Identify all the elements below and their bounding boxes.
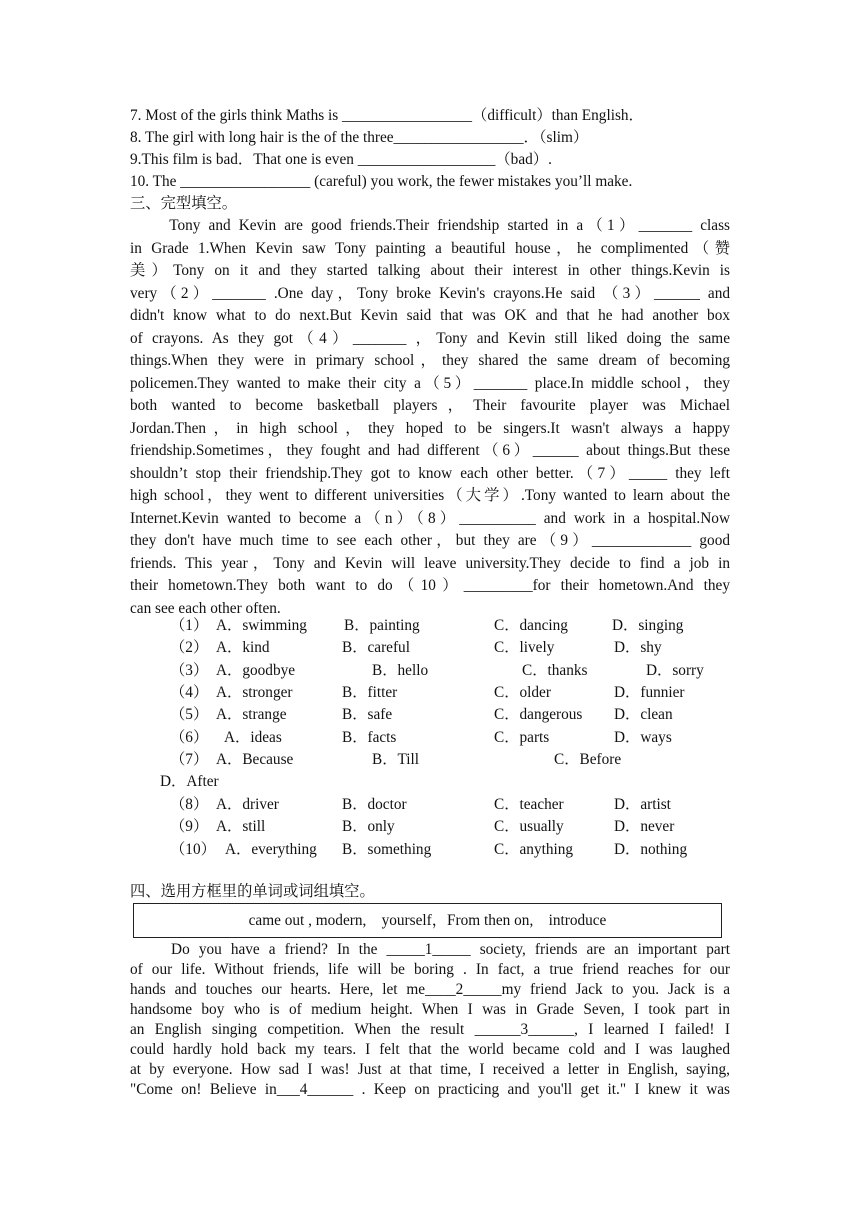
option-number: （8） <box>170 796 209 813</box>
passage-line: policemen.They wanted to make their city a（5）_______ place.In middle school，they <box>130 374 730 392</box>
question-10: 10. The _________________ (careful) you work, the fewer mistakes you’ll make. <box>130 173 633 190</box>
option-a: A．kind <box>216 639 270 656</box>
option-b: B．careful <box>342 639 410 656</box>
option-b: B．Till <box>372 751 420 768</box>
option-d: D．artist <box>614 796 671 813</box>
option-a: A．everything <box>225 841 317 858</box>
option-b: B．fitter <box>342 684 398 701</box>
option-number: （2） <box>170 639 209 656</box>
passage-line: 美）Tony on it and they started talking about their interest in other things.Kevin is <box>130 262 730 279</box>
option-b: B．something <box>342 841 432 858</box>
option-number: （10） <box>170 841 216 858</box>
option-a: A．strange <box>216 706 287 723</box>
option-c: C．dancing <box>494 617 568 634</box>
option-a: A．stronger <box>216 684 293 701</box>
option-number: （5） <box>170 706 209 723</box>
option-d: D．singing <box>612 617 684 634</box>
option-c: C．usually <box>494 818 564 835</box>
passage-line: handsome boy who is of medium height. When I was in Grade Seven, I took part in <box>130 1001 730 1018</box>
passage-line: Tony and Kevin are good friends.Their friendship started in a（1）_______ class <box>130 217 730 234</box>
passage-line: Jordan.Then，in high school，they hoped to be singers.It wasn't always a happy <box>130 419 730 437</box>
option-c: C．thanks <box>522 662 588 679</box>
option-d: D．funnier <box>614 684 685 701</box>
option-number: （7） <box>170 751 209 768</box>
option-c: C．parts <box>494 729 550 746</box>
option-number: （1） <box>170 617 209 634</box>
passage-line: both wanted to become basketball players，Their favourite player was Michael <box>130 397 730 414</box>
option-b: B．hello <box>372 662 429 679</box>
option-b: B．safe <box>342 706 393 723</box>
passage-line: their hometown.They both want to do（10）_________for their hometown.And they <box>130 577 730 594</box>
option-b: B．painting <box>344 617 420 634</box>
option-b: B．doctor <box>342 796 407 813</box>
word-bank-passage <box>130 940 730 1100</box>
passage-line: they don't have much time to see each other，but they are（9）_____________ good <box>130 532 730 549</box>
question-8: 8. The girl with long hair is the of the three_________________．（slim） <box>130 129 589 146</box>
option-b: B．only <box>342 818 395 835</box>
section-heading-cloze: 三、完型填空。 <box>130 195 238 212</box>
question-9: 9.This film is bad．That one is even __________________（bad）. <box>130 151 552 168</box>
passage-line: at by everyone. How sad I was! Just at that time, I received a letter in English, saying, <box>130 1061 730 1078</box>
option-d: D．shy <box>614 639 662 656</box>
passage-line: could hardly hold back my tears. I felt that the world became cold and I was laughed <box>130 1041 730 1058</box>
passage-line: friendship.Sometimes，they fought and had different（6）______ about things.But these <box>130 442 730 459</box>
option-d: D．sorry <box>646 662 704 679</box>
option-a: A．goodbye <box>216 662 296 679</box>
cloze-passage <box>130 215 730 620</box>
question-7: 7. Most of the girls think Maths is _________________（difficult）than English． <box>130 107 644 124</box>
passage-line: of our life. Without friends, life will be boring . In fact, a true friend reaches for our <box>130 961 730 978</box>
section-heading-word-bank: 四、选用方框里的单词或词组填空。 <box>130 883 375 900</box>
passage-line: shouldn’t stop their friendship.They got to know each other better.（7）_____ they left <box>130 464 730 482</box>
option-number: （6） <box>170 729 209 746</box>
passage-line: an English singing competition. When the result ______3______, I learned I failed! I <box>130 1021 730 1038</box>
option-c: C．anything <box>494 841 574 858</box>
passage-line: high school，they went to different universities（大学）.Tony wanted to learn about the <box>130 487 730 504</box>
option-c: C．Before <box>554 751 622 768</box>
option-b: B．facts <box>342 729 397 746</box>
passage-line: in Grade 1.When Kevin saw Tony painting a beautiful house，he complimented（赞 <box>130 239 730 257</box>
passage-line: hands and touches our hearts. Here, let me____2_____my friend Jack to you. Jack is a <box>130 981 730 998</box>
option-number: （3） <box>170 662 209 679</box>
option-c: C．lively <box>494 639 555 656</box>
option-a: A．Because <box>216 751 294 768</box>
option-d: D．ways <box>614 729 672 746</box>
option-d: D．clean <box>614 706 673 723</box>
passage-line: didn't know what to do next.But Kevin said that was OK and that he had another box <box>130 307 730 324</box>
passage-line: "Come on! Believe in___4______ . Keep on practicing and you'll get it." I knew it was <box>130 1081 730 1098</box>
option-d: D．After <box>160 773 219 790</box>
option-c: C．dangerous <box>494 706 583 723</box>
option-c: C．teacher <box>494 796 564 813</box>
option-a: A．still <box>216 818 266 835</box>
option-a: A．swimming <box>216 617 307 634</box>
option-d: D．never <box>614 818 675 835</box>
passage-line: of crayons. As they got（4）_______ ，Tony and Kevin still liked doing the same <box>130 329 730 347</box>
passage-line: can see each other often. <box>130 599 281 617</box>
option-d: D．nothing <box>614 841 688 858</box>
passage-line: very（2）_______ .One day，Tony broke Kevin's crayons.He said （3）______ and <box>130 284 730 302</box>
passage-line: Do you have a friend? In the _____1_____ society, friends are an important part <box>130 941 730 958</box>
option-number: （4） <box>170 684 209 701</box>
option-a: A．ideas <box>224 729 282 746</box>
passage-line: friends. This year，Tony and Kevin will leave university.They decide to find a job in <box>130 554 730 572</box>
option-a: A．driver <box>216 796 279 813</box>
word-bank-box: came out , modern, yourself，From then on, introduce <box>133 903 722 938</box>
passage-line: things.When they were in primary school，they shared the same dream of becoming <box>130 352 730 369</box>
option-c: C．older <box>494 684 551 701</box>
passage-line: Internet.Kevin wanted to become a（n）（8）__________ and work in a hospital.Now <box>130 509 730 527</box>
option-number: （9） <box>170 818 209 835</box>
